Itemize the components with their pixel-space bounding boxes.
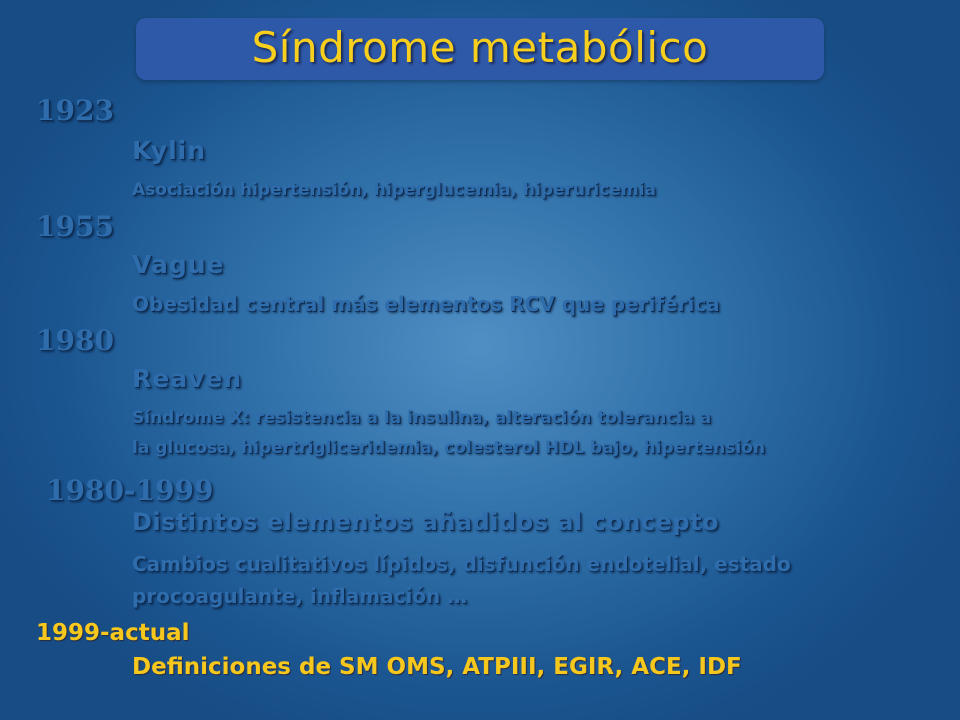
timeline-year-1955: 1955 (36, 210, 114, 243)
timeline-year-1999-actual: 1999-actual (36, 620, 190, 646)
timeline-desc-vague: Obesidad central más elementos RCV que periférica (132, 292, 720, 316)
timeline-desc-cambios-line2: procoagulante, inflamación … (132, 584, 468, 608)
timeline-desc-definiciones: Definiciones de SM OMS, ATPIII, EGIR, ACE, IDF (132, 654, 742, 680)
slide-title: Síndrome metabólico (251, 22, 709, 72)
timeline-heading-elementos: Distintos elementos añadidos al concepto (132, 508, 719, 536)
timeline-desc-reaven-line1: Síndrome X: resistencia a la insulina, alteración tolerancia a (132, 408, 712, 428)
timeline-desc-kylin: Asociación hipertensión, hiperglucemia, hiperuricemia (132, 180, 656, 200)
title-banner (136, 18, 824, 80)
timeline-author-kylin: Kylin (132, 136, 207, 165)
timeline-author-vague: Vague (132, 250, 225, 279)
timeline-desc-cambios-line1: Cambios cualitativos lípidos, disfunción endotelial, estado (132, 552, 791, 576)
timeline-year-1923: 1923 (36, 94, 114, 127)
timeline-desc-reaven-line2: la glucosa, hipertrigliceridemia, colesterol HDL bajo, hipertensión (132, 438, 765, 458)
timeline-year-1980: 1980 (36, 324, 114, 357)
timeline-year-1980-1999: 1980-1999 (46, 474, 214, 507)
timeline-author-reaven: Reaven (132, 364, 243, 393)
